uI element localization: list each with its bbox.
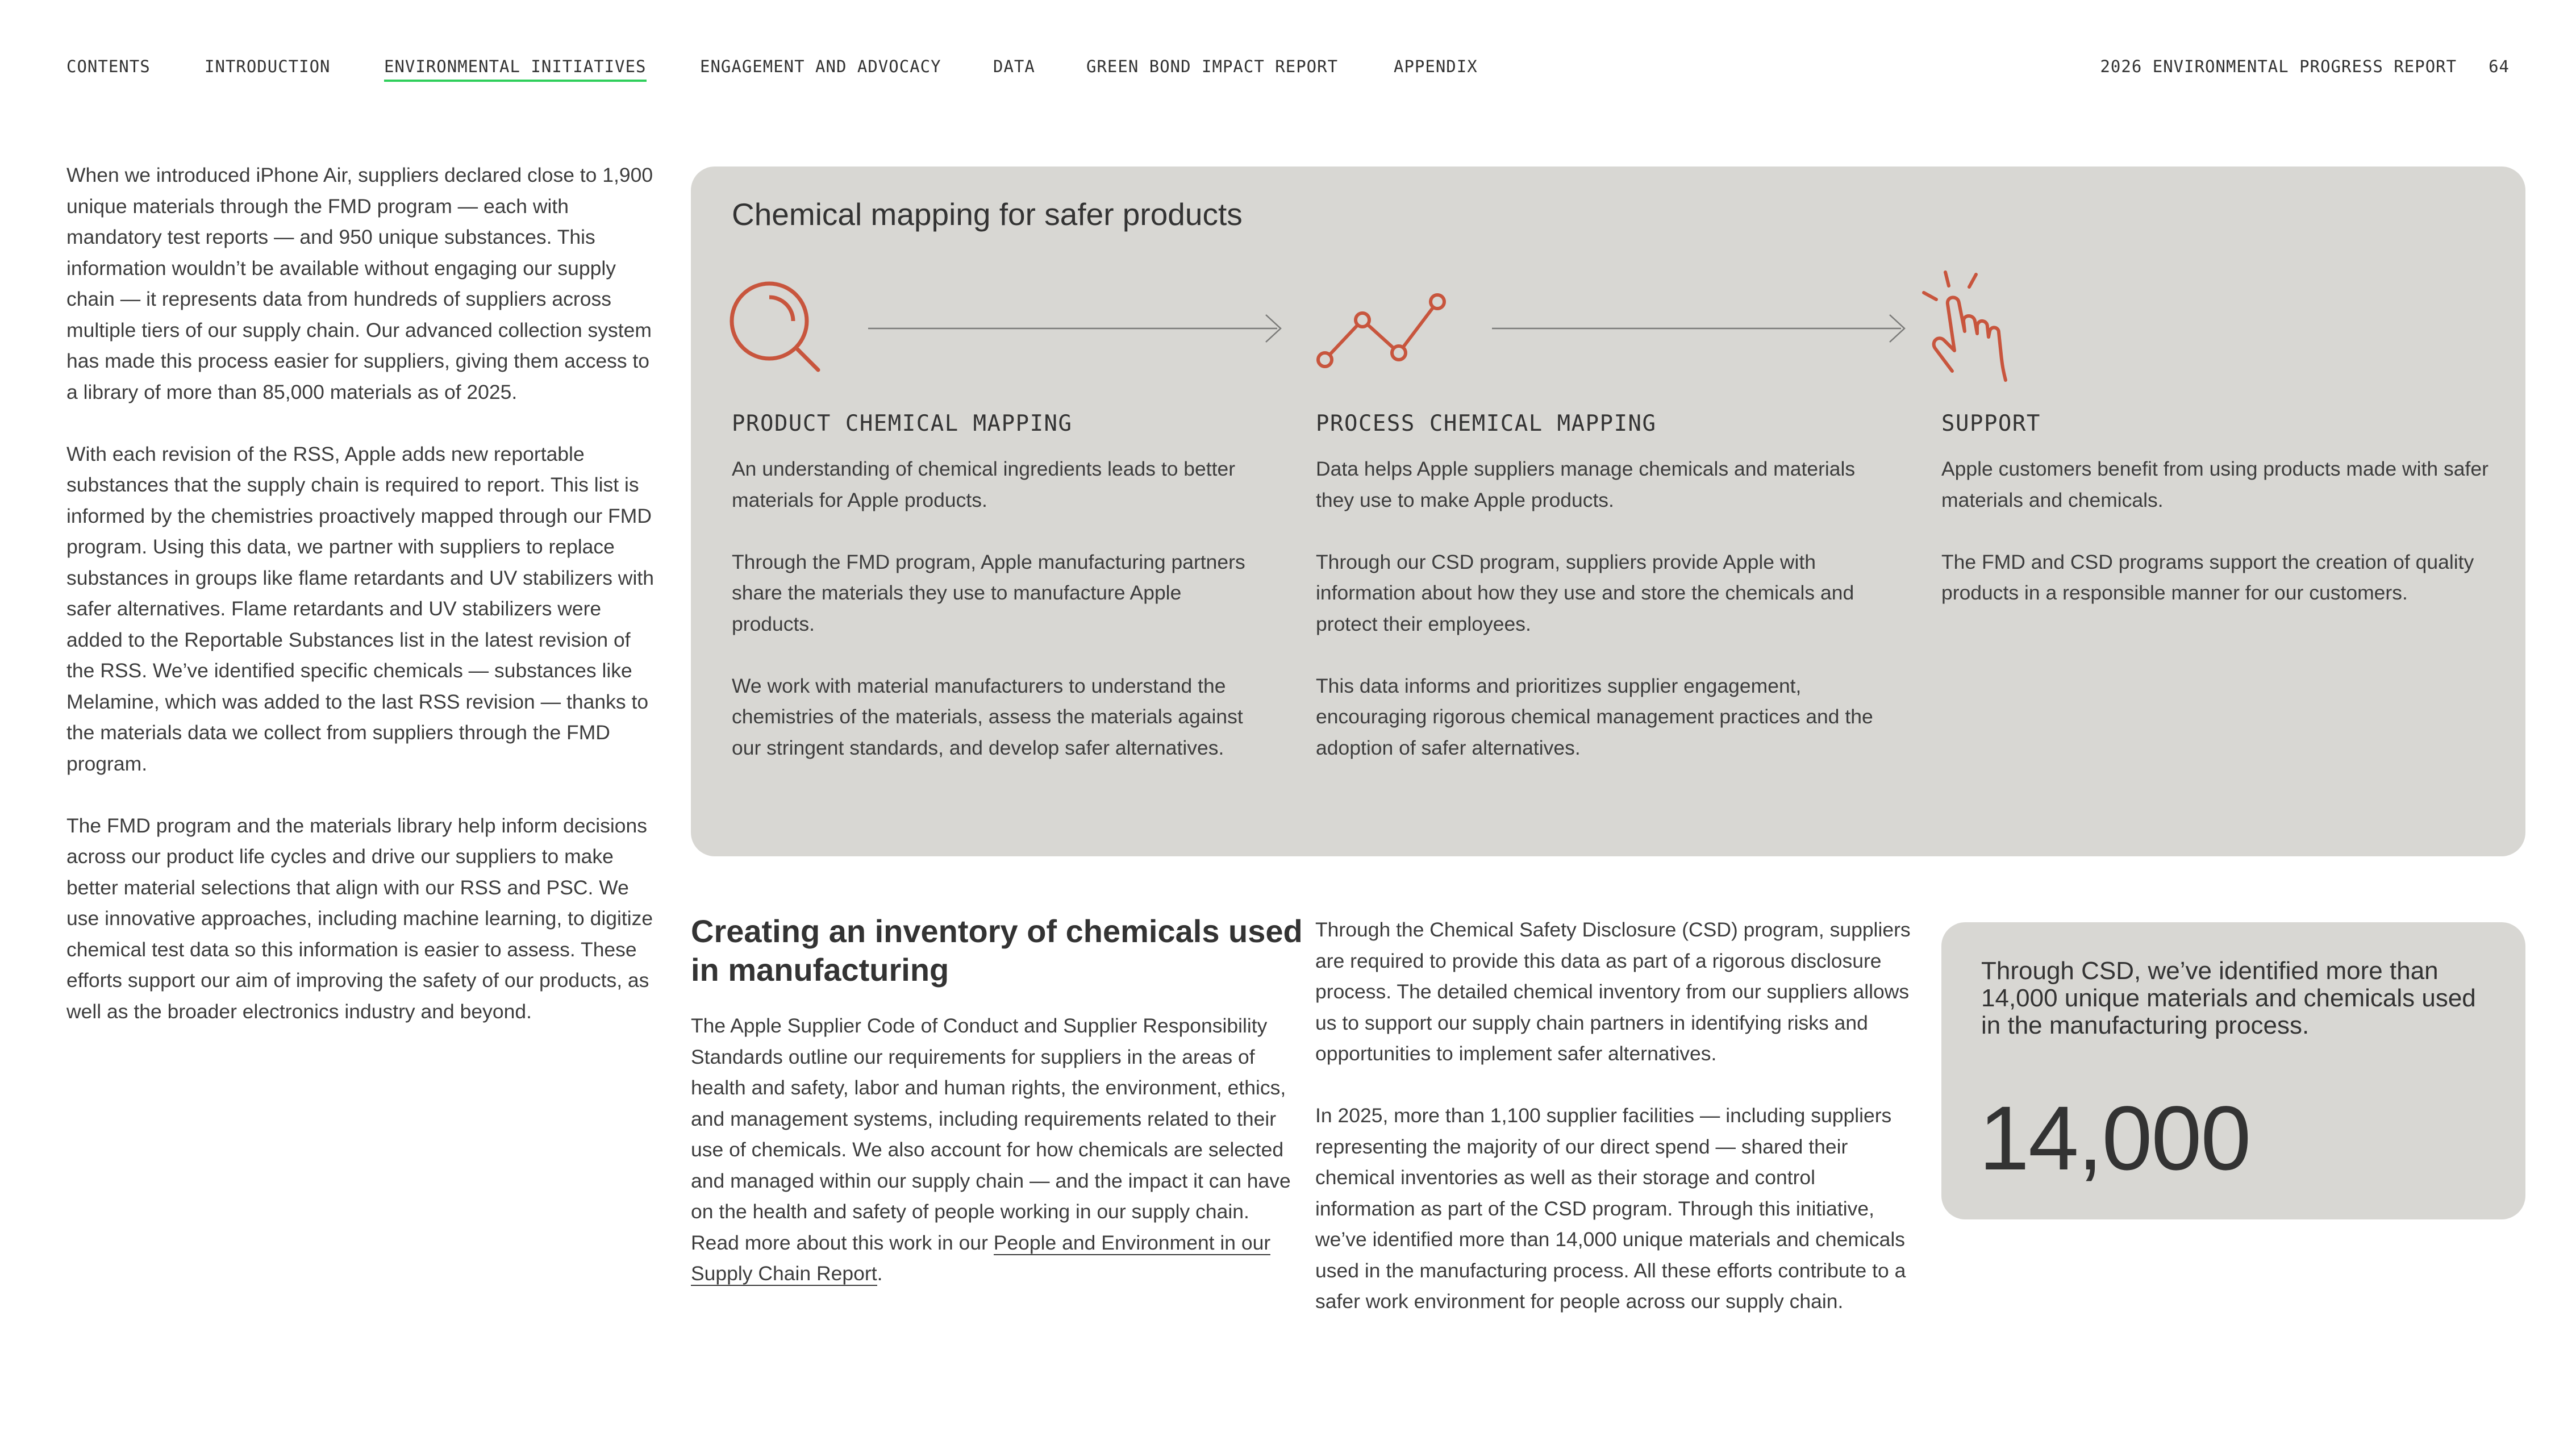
nav-item-appendix[interactable]: APPENDIX: [1394, 57, 1478, 76]
step-product-chemical-mapping: [732, 411, 1254, 763]
nav-item-introduction[interactable]: INTRODUCTION: [205, 57, 331, 76]
step-paragraph: Through our CSD program, suppliers provide Apple with information about how they use and store the chemicals and protect their employees.: [1316, 550, 1854, 635]
nav-item-contents[interactable]: CONTENTS: [66, 57, 151, 76]
step-paragraph: Through the FMD program, Apple manufacturing partners share the materials they use to manufacture Apple products.: [732, 550, 1245, 635]
body-paragraph: The FMD program and the materials library help inform decisions across our product life cycles and drive our suppliers to make better material selections that align with our RSS and PSC. We use innovative approaches, including machine learning, to digitize chemical test data so this information is easier to assess. These efforts support our aim of improving the safety of our products, as well as the broader electronics industry and beyond.: [66, 814, 653, 1023]
report-header: [2100, 57, 2510, 76]
page-number: 64: [2489, 57, 2510, 76]
step-label: PRODUCT CHEMICAL MAPPING: [732, 411, 1073, 436]
body-paragraph: Through the Chemical Safety Disclosure (CSD) program, suppliers are required to provide this data as part of a rigorous disclosure process. The detailed chemical inventory from our suppliers allows us to support our supply chain partners in identifying risks and opportunities to implement safer alternatives.: [1315, 918, 1911, 1065]
nav-item-green-bond-impact-report[interactable]: GREEN BOND IMPACT REPORT: [1086, 57, 1339, 76]
body-paragraph: In 2025, more than 1,100 supplier facilities — including suppliers representing the majority of our direct spend — shared their chemical inventories as well as their storage and control information as part of the CSD program. Through this initiative, we’ve identified more than 14,000 unique materials and chemicals used in the manufacturing process. All these efforts contribute to a safer work environment for people across our supply chain.: [1315, 1104, 1906, 1313]
right-column: [1315, 914, 1918, 1317]
step-label: PROCESS CHEMICAL MAPPING: [1316, 411, 1657, 436]
report-title: 2026 ENVIRONMENTAL PROGRESS REPORT: [2100, 57, 2457, 76]
step-paragraph: Data helps Apple suppliers manage chemicals and materials they use to make Apple products.: [1316, 457, 1856, 511]
step-paragraph: The FMD and CSD programs support the creation of quality products in a responsible manner for our customers.: [1941, 550, 2474, 604]
step-paragraph: This data informs and prioritizes supplier engagement, encouraging rigorous chemical management practices and the adoption of safer alternatives.: [1316, 674, 1873, 759]
hand-pointer-icon: [1912, 269, 2020, 394]
body-paragraph: When we introduced iPhone Air, suppliers declared close to 1,900 unique materials through the FMD program — each with mandatory test reports — and 950 unique substances. This information wouldn’t be available without engaging our supply chain — it represents data from hundreds of suppliers across multiple tiers of our supply chain. Our advanced collection system has made this process easier for suppliers, giving them access to a library of more than 85,000 materials as of 2025.: [66, 164, 653, 403]
stat-value: 14,000: [1979, 1087, 2250, 1189]
magnifier-icon: [728, 280, 831, 382]
paragraph-text-end: .: [877, 1262, 883, 1285]
section-heading: Creating an inventory of chemicals used in manufacturing: [691, 913, 1303, 988]
nav-item-engagement-and-advocacy[interactable]: ENGAGEMENT AND ADVOCACY: [700, 57, 941, 76]
left-column: [66, 160, 657, 1027]
arrow-icon: [1492, 311, 1910, 345]
step-paragraph: We work with material manufacturers to understand the chemistries of the materials, assess the materials against our stringent standards, and develop safer alternatives.: [732, 674, 1243, 759]
middle-column: [691, 1010, 1293, 1289]
nav-item-data[interactable]: DATA: [993, 57, 1035, 76]
line-chart-icon: [1314, 286, 1456, 382]
step-paragraph: An understanding of chemical ingredients leads to better materials for Apple products.: [732, 457, 1236, 511]
arrow-icon: [868, 311, 1286, 345]
chemical-mapping-panel: [691, 166, 2525, 856]
step-process-chemical-mapping: [1316, 411, 1890, 763]
step-paragraph: Apple customers benefit from using products made with safer materials and chemicals.: [1941, 457, 2489, 511]
step-label: SUPPORT: [1941, 411, 2041, 436]
stat-description: Through CSD, we’ve identified more than 14,000 unique materials and chemicals used in the manufacturing process.: [1981, 957, 2476, 1039]
stat-card: [1941, 922, 2525, 1219]
panel-title: Chemical mapping for safer products: [732, 197, 1243, 232]
body-paragraph: With each revision of the RSS, Apple adds new reportable substances that the supply chain is required to report. This list is informed by the chemistries proactively mapped through our FMD program. Using this data, we partner with suppliers to replace substances in groups like flame retardants and UV stabilizers with safer alternatives. Flame retardants and UV stabilizers were added to the Reportable Substances list in the latest revision of the RSS. We’ve identified specific chemicals — substances like Melamine, which was added to the last RSS revision — thanks to the materials data we collect from suppliers through the FMD program.: [66, 442, 654, 775]
step-support: [1941, 411, 2504, 609]
paragraph-text: The Apple Supplier Code of Conduct and Supplier Responsibility Standards outline our requirements for suppliers in the areas of health and safety, labor and human rights, the environment, ethics, and management systems, including requirements related to their use of chemicals. We also account for how chemicals are selected and managed within our supply chain — and the impact it can have on the health and safety of people working in our supply chain. Read more about this work in our: [691, 1014, 1291, 1254]
nav-item-environmental-initiatives[interactable]: ENVIRONMENTAL INITIATIVES: [384, 57, 647, 82]
body-paragraph: [691, 1010, 1293, 1289]
top-navigation: [66, 57, 2510, 91]
supply-chain-report-link[interactable]: People and Environment in our Supply Chain Report: [691, 1231, 1271, 1285]
